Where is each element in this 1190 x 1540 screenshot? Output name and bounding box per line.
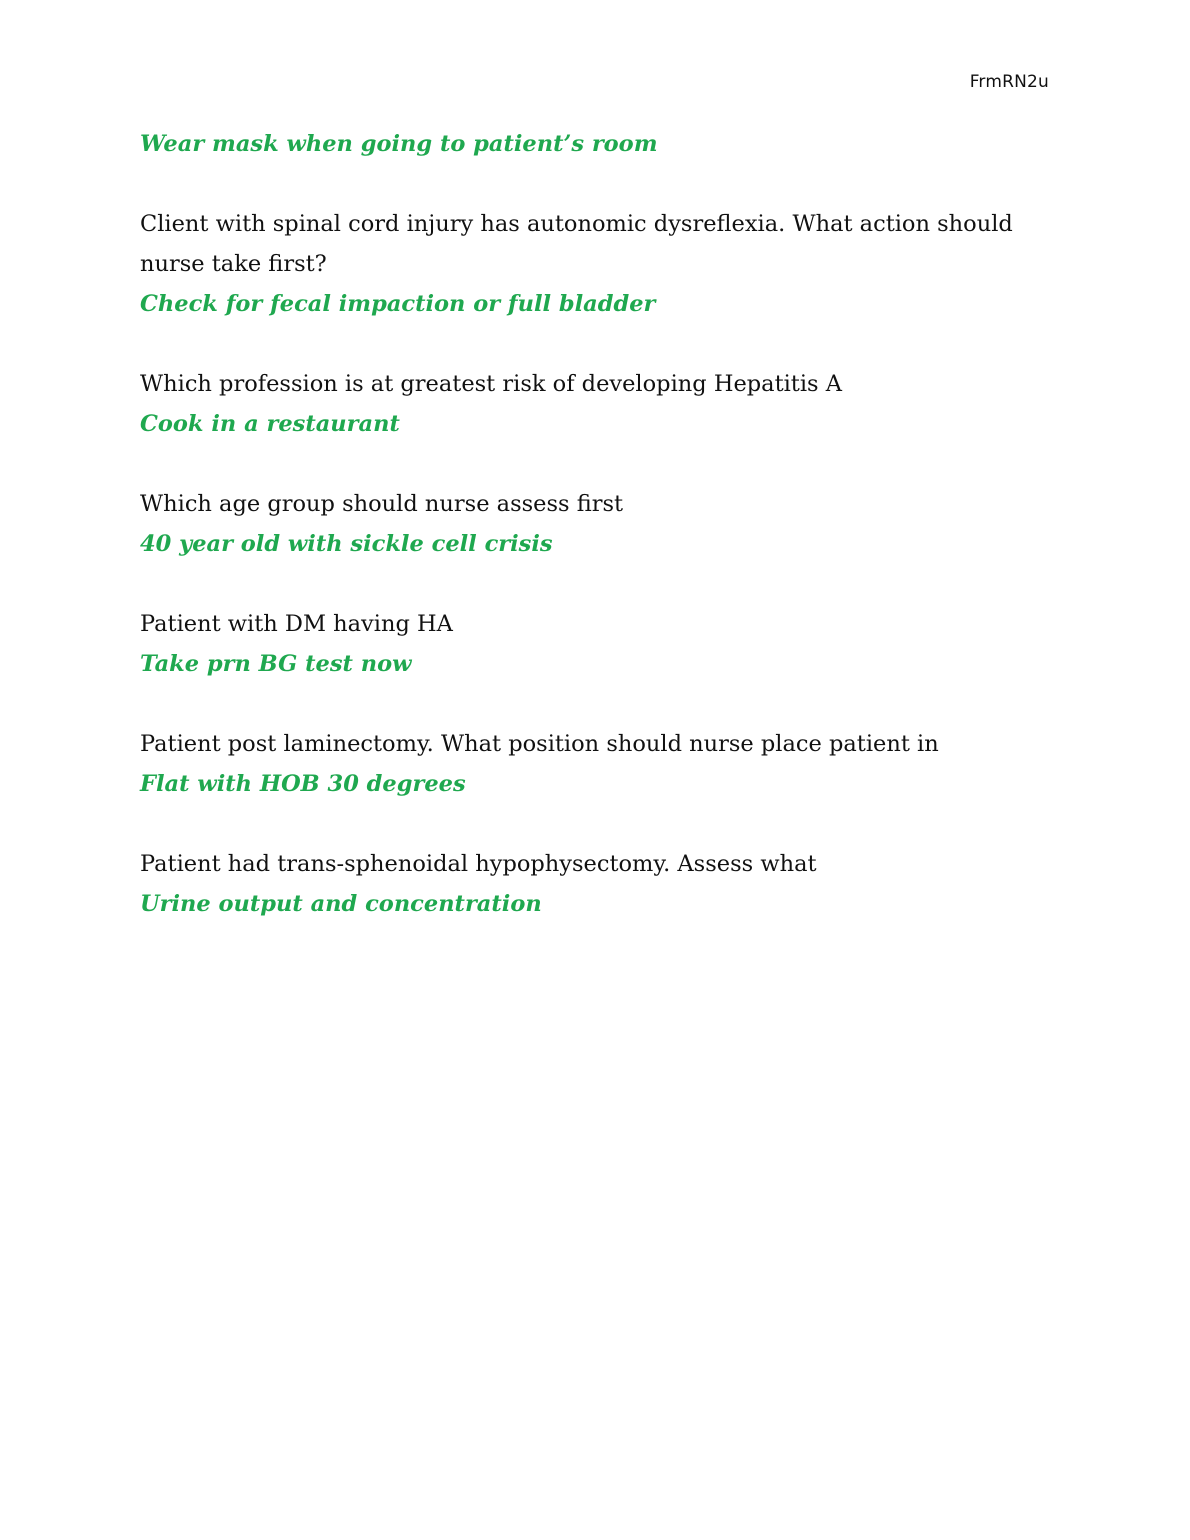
question-2: Which profession is at greatest risk of developing Hepatitis A [140, 371, 842, 397]
page-header-code: FrmRN2u [969, 72, 1049, 92]
question-6: Patient had trans-sphenoidal hypophysectomy. Assess what [140, 851, 817, 877]
answer-4: Take prn BG test now [140, 651, 412, 677]
answer-3: 40 year old with sickle cell crisis [140, 531, 553, 557]
lead-answer: Wear mask when going to patient’s room [140, 131, 658, 157]
spacer [140, 324, 1050, 364]
spacer [140, 684, 1050, 724]
spacer [140, 804, 1050, 844]
question-5: Patient post laminectomy. What position should nurse place patient in [140, 731, 939, 757]
spacer [140, 564, 1050, 604]
spacer [140, 164, 1050, 204]
answer-6: Urine output and concentration [140, 891, 542, 917]
answer-5: Flat with HOB 30 degrees [140, 771, 466, 797]
answer-2: Cook in a restaurant [140, 411, 400, 437]
question-4: Patient with DM having HA [140, 611, 453, 637]
spacer [140, 444, 1050, 484]
qa-content [140, 124, 1050, 924]
answer-1: Check for fecal impaction or full bladder [140, 291, 656, 317]
question-1: Client with spinal cord injury has autonomic dysreflexia. What action should nurse take first? [140, 211, 1013, 277]
question-3: Which age group should nurse assess first [140, 491, 624, 517]
